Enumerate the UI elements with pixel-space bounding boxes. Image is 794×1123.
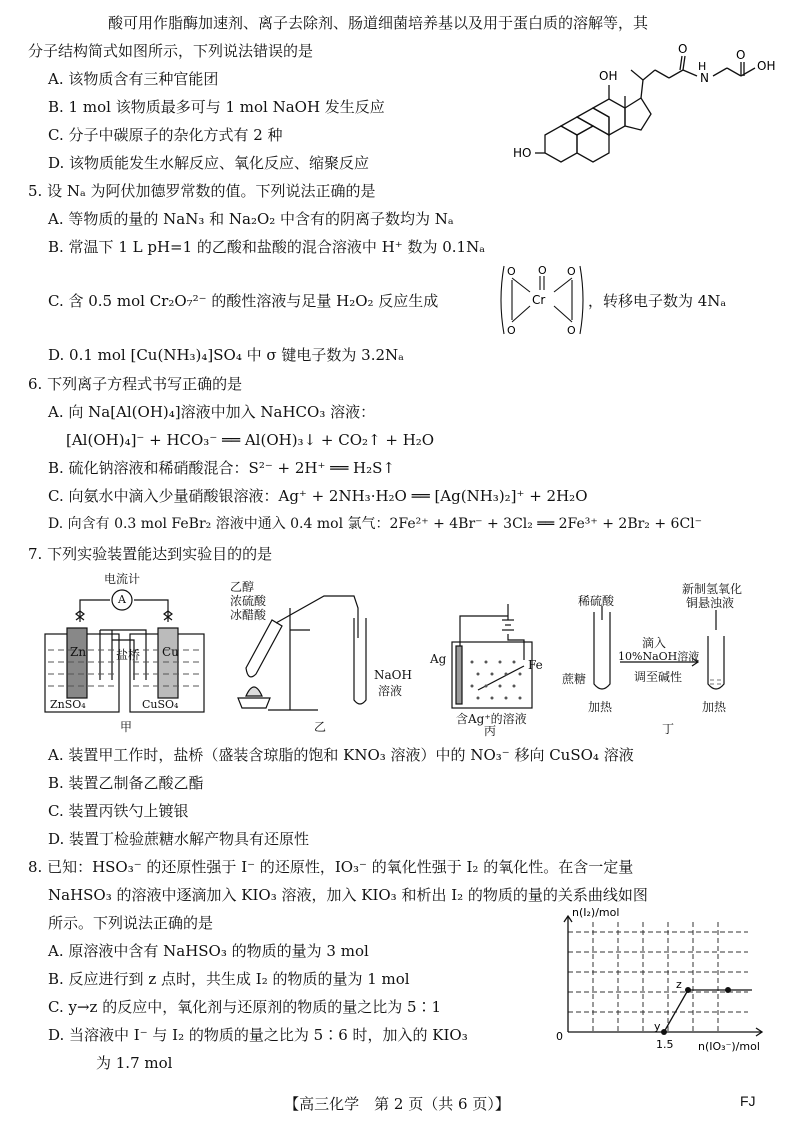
q4-option-d: D. 该物质能发生水解反应、氧化反应、缩聚反应 <box>48 154 370 172</box>
bile-acid-structure <box>505 40 780 170</box>
jia-caption: 甲 <box>120 720 133 734</box>
q8-point-z <box>685 987 691 993</box>
q4-option-c: C. 分子中碳原子的杂化方式有 2 种 <box>48 126 283 144</box>
q6-option-a-line2: [Al(OH)₄]⁻ + HCO₃⁻ ══ Al(OH)₃↓ + CO₂↑ + H₂O <box>66 431 435 449</box>
q4-struct-ho: HO <box>513 146 532 160</box>
cro5-o2: O <box>538 264 547 277</box>
yi-acetic-label: 冰醋酸 <box>230 608 267 622</box>
q6-option-b: B. 硫化钠溶液和稀硝酸混合：S²⁻ + 2H⁺ ══ H₂S↑ <box>48 459 395 477</box>
q4-option-b: B. 1 mol 该物质最多可与 1 mol NaOH 发生反应 <box>48 98 385 116</box>
jia-znso4-label: ZnSO₄ <box>50 698 86 711</box>
q7-option-d: D. 装置丁检验蔗糖水解产物具有还原性 <box>48 830 310 848</box>
q8-graph <box>548 908 780 1058</box>
q8-option-d: D. 当溶液中 I⁻ 与 I₂ 的物质的量之比为 5∶6 时，加入的 KIO₃ <box>48 1026 468 1044</box>
q8-stem-line2: NaHSO₃ 的溶液中逐滴加入 KIO₃ 溶液，加入 KIO₃ 和析出 I₂ 的物质的量的关系曲线如图 <box>48 886 648 904</box>
apparatus-ding <box>558 580 778 735</box>
q5-option-c-pre: C. 含 0.5 mol Cr₂O₇²⁻ 的酸性溶液与足量 H₂O₂ 反应生成 <box>48 292 439 310</box>
cro5-structure <box>496 262 588 338</box>
jia-zn-label: Zn <box>70 645 87 659</box>
jia-meter-label: 电流计 <box>104 572 141 586</box>
q8-xlabel: n(IO₃⁻)/mol <box>698 1040 760 1053</box>
q6-option-a-line1: A. 向 Na[Al(OH)₄]溶液中加入 NaHCO₃ 溶液： <box>48 403 376 421</box>
q5-stem: 5. 设 Nₐ 为阿伏加德罗常数的值。下列说法正确的是 <box>28 182 376 200</box>
ding-naoh-label: 10%NaOH溶液 <box>618 650 700 663</box>
jia-bridge-label: 盐桥 <box>116 648 141 662</box>
bing-solution-label: 含Ag⁺的溶液 <box>456 712 527 726</box>
q5-option-d: D. 0.1 mol [Cu(NH₃)₄]SO₄ 中 σ 键电子数为 3.2Nₐ <box>48 346 404 364</box>
apparatus-yi <box>228 578 418 735</box>
cro5-o4: O <box>507 324 516 337</box>
q4-stem-line2: 分子结构简式如图所示，下列说法错误的是 <box>28 42 314 60</box>
yi-solution-label: 溶液 <box>378 684 403 698</box>
q8-point-y <box>661 1029 667 1035</box>
jia-cu-label: Cu <box>162 645 179 659</box>
q5-option-c-post: ，转移电子数为 4Nₐ <box>588 292 727 310</box>
yi-caption: 乙 <box>314 720 327 734</box>
footer-code: FJ <box>740 1093 756 1109</box>
q4-struct-oh-right: OH <box>757 59 776 73</box>
bing-caption: 丙 <box>484 724 497 738</box>
yi-naoh-label: NaOH <box>374 668 412 682</box>
q5-option-a: A. 等物质的量的 NaN₃ 和 Na₂O₂ 中含有的阴离子数均为 Nₐ <box>48 210 454 228</box>
q8-label-y: y <box>654 1020 661 1033</box>
q4-stem-line1: 酸可用作脂酶加速剂、离子去除剂、肠道细菌培养基以及用于蛋白质的溶解等，其 <box>108 14 649 32</box>
ding-heat2-label: 加热 <box>702 700 727 714</box>
cro5-cr: Cr <box>532 293 546 307</box>
q6-stem: 6. 下列离子方程式书写正确的是 <box>28 375 243 393</box>
q4-struct-oh-top: OH <box>599 69 618 83</box>
ding-adjust-label: 调至碱性 <box>634 670 683 684</box>
cro5-o1: O <box>507 265 516 278</box>
yi-ethanol-label: 乙醇 <box>230 580 255 594</box>
q8-point-end <box>725 987 731 993</box>
q4-struct-n: N <box>700 71 709 85</box>
q4-struct-h: H <box>698 60 707 73</box>
q4-option-a: A. 该物质含有三种官能团 <box>48 70 219 88</box>
q8-option-a: A. 原溶液中含有 NaHSO₃ 的物质的量为 3 mol <box>48 942 369 960</box>
q8-stem-line3: 所示。下列说法正确的是 <box>48 914 214 932</box>
q7-option-c: C. 装置丙铁勺上镀银 <box>48 802 189 820</box>
apparatus-bing <box>428 600 548 738</box>
q8-option-c: C. y→z 的反应中，氧化剂与还原剂的物质的量之比为 5∶1 <box>48 998 442 1016</box>
q7-option-a: A. 装置甲工作时，盐桥（盛装含琼脂的饱和 KNO₃ 溶液）中的 NO₃⁻ 移向 CuSO₄ 溶液 <box>48 746 634 764</box>
q5-option-b: B. 常温下 1 L pH=1 的乙酸和盐酸的混合溶液中 H⁺ 数为 0.1Nₐ <box>48 238 486 256</box>
q8-option-d-cont: 为 1.7 mol <box>96 1054 173 1072</box>
q4-struct-o-acid: O <box>736 48 746 62</box>
q8-stem-line1: 8. 已知：HSO₃⁻ 的还原性强于 I⁻ 的还原性，IO₃⁻ 的氧化性强于 I₂ 的氧化性。在含一定量 <box>28 858 634 876</box>
bing-fe-label: Fe <box>528 658 543 672</box>
q6-option-c: C. 向氨水中滴入少量硝酸银溶液：Ag⁺ + 2NH₃·H₂O ══ [Ag(NH₃)₂]⁺ + 2H₂O <box>48 487 588 505</box>
q8-tick-1-5: 1.5 <box>656 1038 674 1051</box>
q7-option-b: B. 装置乙制备乙酸乙酯 <box>48 774 204 792</box>
yi-h2so4-label: 浓硫酸 <box>230 594 267 608</box>
jia-cuso4-label: CuSO₄ <box>142 698 179 711</box>
page-footer: 【高三化学 第 2 页（共 6 页）】 <box>284 1095 510 1113</box>
cro5-o5: O <box>567 324 576 337</box>
q8-origin: 0 <box>556 1030 563 1043</box>
q7-stem: 7. 下列实验装置能达到实验目的的是 <box>28 545 273 563</box>
ding-sugar-label: 蔗糖 <box>562 672 587 686</box>
cro5-o3: O <box>567 265 576 278</box>
ding-add-label: 滴入 <box>642 636 667 650</box>
ding-cuoh-label1: 新制氢氧化 <box>682 582 743 596</box>
bing-ag-label: Ag <box>430 652 447 666</box>
apparatus-jia <box>42 570 212 735</box>
q6-option-d: D. 向含有 0.3 mol FeBr₂ 溶液中通入 0.4 mol 氯气：2Fe²⁺ + 4Br⁻ + 3Cl₂ ══ 2Fe³⁺ + 2Br₂ + 6Cl⁻ <box>48 516 703 532</box>
ding-caption: 丁 <box>662 722 675 736</box>
ding-cuoh-label2: 铜悬浊液 <box>686 596 735 610</box>
q8-ylabel: n(I₂)/mol <box>572 908 620 919</box>
q8-label-z: z <box>676 978 682 991</box>
q8-option-b: B. 反应进行到 z 点时，共生成 I₂ 的物质的量为 1 mol <box>48 970 410 988</box>
ding-heat1-label: 加热 <box>588 700 613 714</box>
ding-acid-label: 稀硫酸 <box>578 594 615 608</box>
jia-ammeter-a: A <box>118 593 126 606</box>
q4-struct-o-carbonyl: O <box>678 42 688 56</box>
